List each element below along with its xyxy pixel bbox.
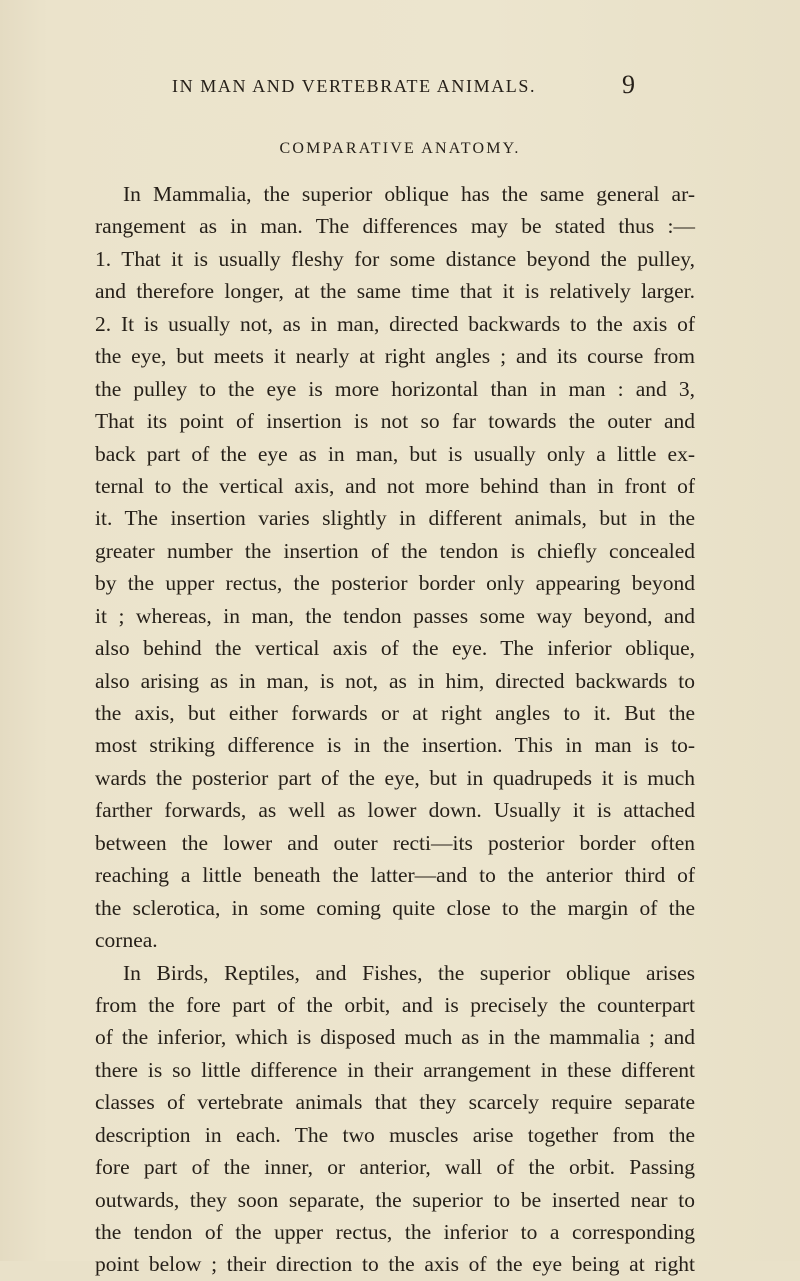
text-line: point below ; their direction to the axis of the eye being at right [95,1252,695,1277]
text-line: of the inferior, which is disposed much as in the mammalia ; and [95,1025,695,1050]
text-line: between the lower and outer recti—its posterior border often [95,830,695,855]
text-line: from the fore part of the orbit, and is precisely the counterpart [95,992,695,1017]
text-line: outwards, they soon separate, the superior to be inserted near to [95,1187,695,1212]
text-line: and therefore longer, at the same time that it is relatively larger. [95,279,695,304]
page-number: 9 [622,70,635,99]
running-head [172,70,652,102]
text-line: it. The insertion varies slightly in different animals, but in the [95,506,695,531]
text-line: it ; whereas, in man, the tendon passes some way beyond, and [95,603,695,628]
text-line: greater number the insertion of the tendon is chiefly concealed [95,538,695,563]
running-head-title: IN MAN AND VERTEBRATE ANIMALS. [172,76,537,96]
text-line: 2. It is usually not, as in man, directed backwards to the axis of [95,311,695,336]
text-line: the axis, but either forwards or at right angles to it. But the [95,701,695,725]
text-line: fore part of the inner, or anterior, wall of the orbit. Passing [95,1155,695,1180]
text-line: most striking difference is in the insertion. This in man is to- [95,733,695,758]
text-line: cornea. [95,928,158,953]
text-line: description in each. The two muscles arise together from the [95,1122,695,1147]
text-line: the tendon of the upper rectus, the inferior to a corresponding [95,1220,695,1244]
section-title: COMPARATIVE ANATOMY. [279,140,521,157]
text-line: the eye, but meets it nearly at right angles ; and its course from [95,344,695,369]
text-line: there is so little difference in their arrangement in these different [95,1057,695,1082]
text-line: back part of the eye as in man, but is usually only a little ex- [95,441,695,466]
text-line: farther forwards, as well as lower down. Usually it is attached [95,798,695,823]
text-line: That its point of insertion is not so far towards the outer and [95,409,695,434]
text-line: ternal to the vertical axis, and not more behind than in front of [95,473,695,498]
text-line: In Mammalia, the superior oblique has the same general ar- [123,182,695,206]
text-line: by the upper rectus, the posterior border only appearing beyond [95,571,695,596]
text-line: wards the posterior part of the eye, but in quadrupeds it is much [95,765,695,790]
text-line: reaching a little beneath the latter—and to the anterior third of [95,863,695,888]
text-line: the sclerotica, in some coming quite close to the margin of the [95,895,695,920]
text-line: also arising as in man, is not, as in him, directed backwards to [95,668,695,693]
text-line: In Birds, Reptiles, and Fishes, the superior oblique arises [123,960,695,985]
text-line: classes of vertebrate animals that they scarcely require separate [95,1090,695,1115]
text-line: also behind the vertical axis of the eye. The inferior oblique, [95,636,695,661]
text-line: the pulley to the eye is more horizontal than in man : and 3, [95,376,695,401]
text-line: rangement as in man. The differences may be stated thus :— [95,214,695,239]
text-line: 1. That it is usually fleshy for some distance beyond the pulley, [95,246,695,271]
body-text [95,178,695,1281]
